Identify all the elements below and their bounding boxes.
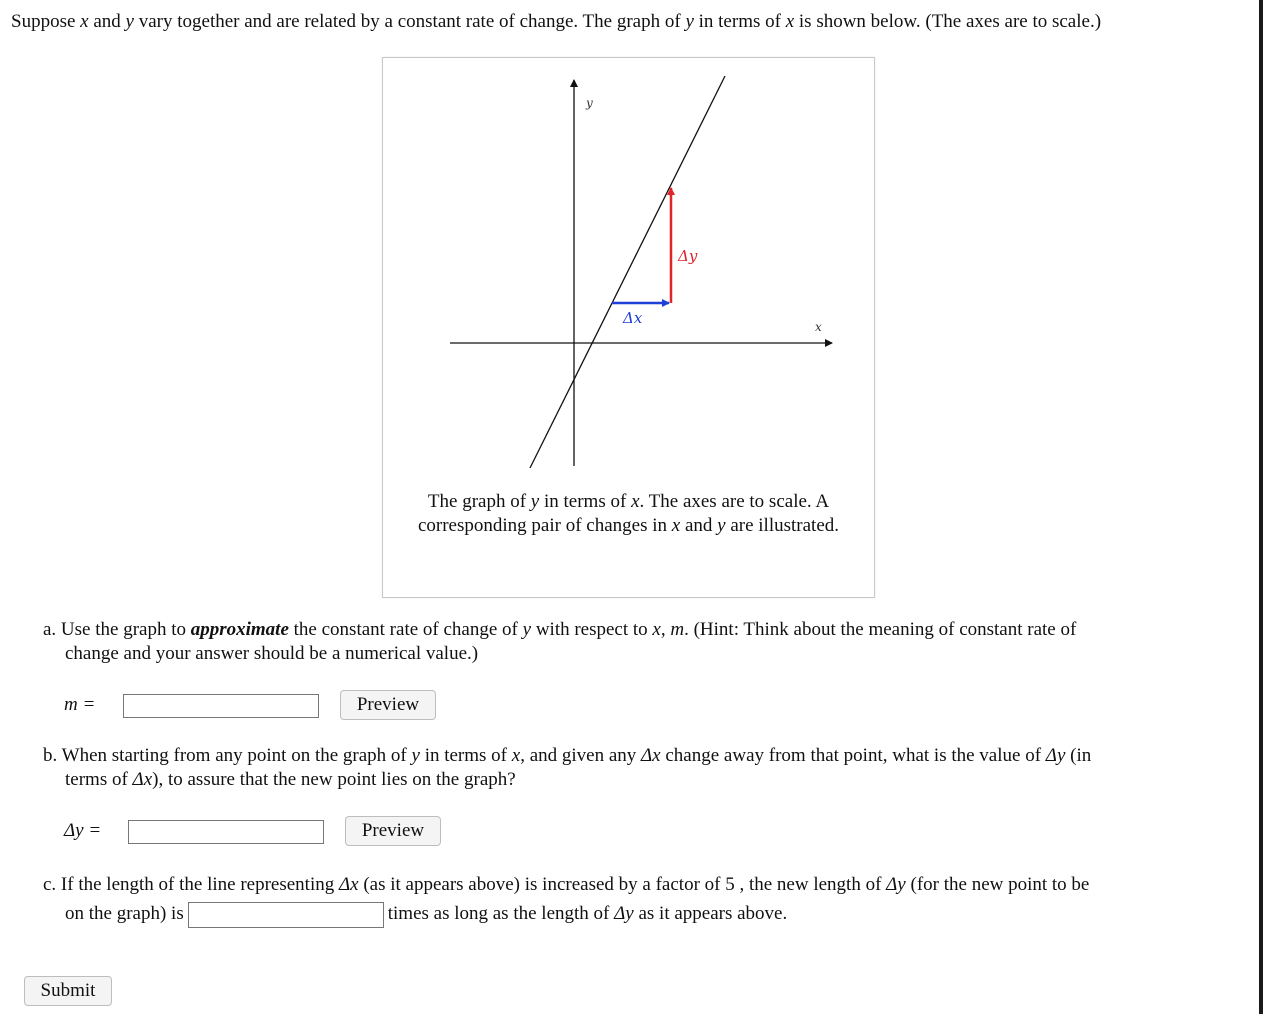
graph-line (530, 76, 725, 468)
figure-caption: The graph of y in terms of x. The axes are to scale. A corresponding pair of changes in x and y are illustrated. (417, 491, 840, 536)
delta-y-answer-label: Δy = (64, 820, 102, 841)
window-edge (1259, 0, 1263, 1014)
part-a-question: a. Use the graph to approximate the constant rate of change of y with respect to x, m. (Hint: Think about the meaning of constant rate of change and your answer should be a numerical value.) (43, 619, 1077, 664)
delta-y-answer-input[interactable] (128, 820, 324, 844)
delta-y-label: Δy (678, 247, 698, 265)
graph-figure (382, 57, 875, 598)
preview-button-b[interactable]: Preview (345, 816, 441, 846)
m-answer-input[interactable] (123, 694, 319, 718)
preview-button-a[interactable]: Preview (340, 690, 436, 720)
problem-intro: Suppose x and y vary together and are related by a constant rate of change. The graph of y in terms of x is shown below. (The axes are to scale.) (11, 11, 1102, 32)
m-answer-label: m = (64, 694, 96, 715)
part-b-question: b. When starting from any point on the graph of y in terms of x, and given any Δx change away from that point, what is the value of Δy (in terms of Δx), to assure that the new point lies on the graph? (43, 745, 1092, 790)
graph-svg (383, 58, 874, 488)
x-axis-label: x (815, 320, 822, 334)
factor-answer-input[interactable] (188, 902, 384, 928)
part-c-question: c. If the length of the line representing Δx (as it appears above) is increased by a factor of 5 , the new length of Δy (for the new point to be on the graph) is times as long as the length of Δy as it appears above. (43, 870, 1253, 928)
delta-x-label: Δx (623, 309, 643, 327)
submit-button[interactable]: Submit (24, 976, 112, 1006)
y-axis-label: y (586, 96, 593, 110)
